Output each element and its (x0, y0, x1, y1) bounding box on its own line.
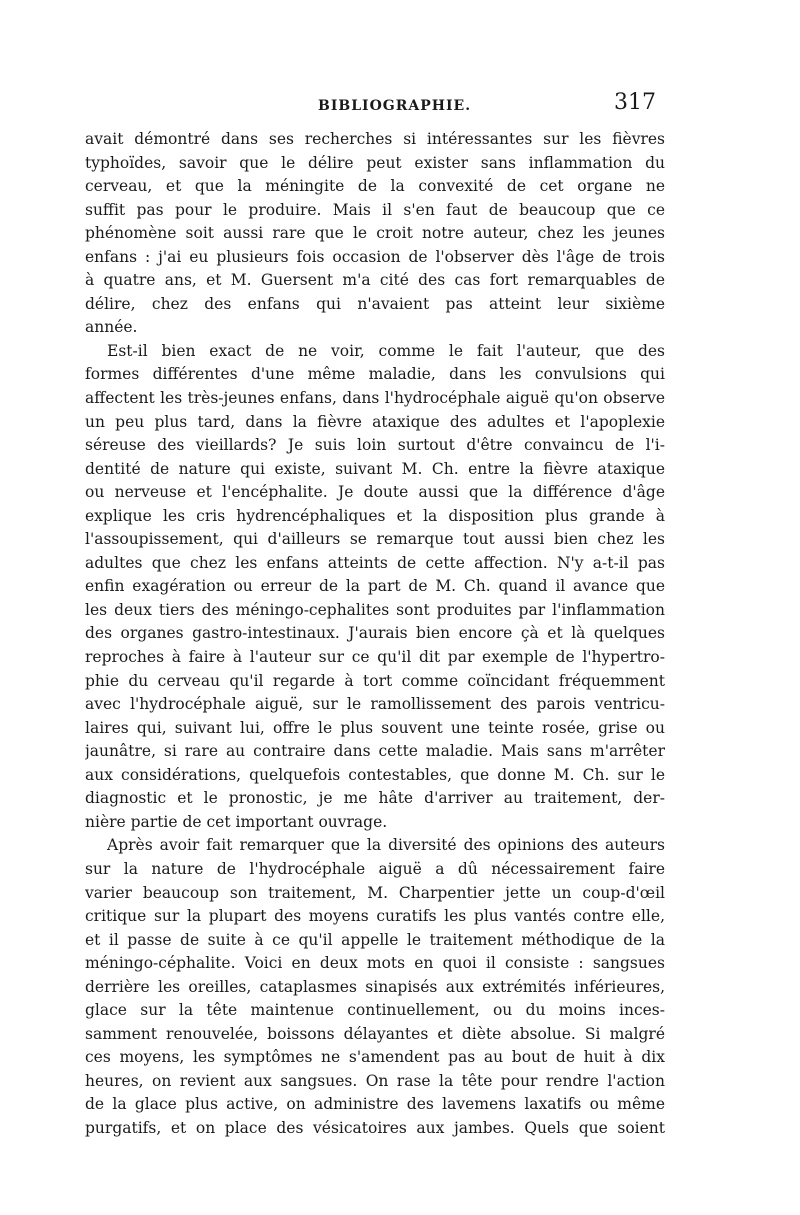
text-line: phie du cerveau qu'il regarde à tort comme coïncidant fréquemment (85, 671, 665, 690)
text-line: glace sur la tête maintenue continuellement, ou du moins inces- (85, 1001, 665, 1020)
text-line: les deux tiers des méningo-cephalites sont produites par l'inflammation (85, 600, 665, 619)
text-line: varier beaucoup son traitement, M. Charpentier jette un coup-d'œil (85, 883, 665, 902)
page-number: 317 (614, 90, 656, 115)
text-line: diagnostic et le pronostic, je me hâte d'arriver au traitement, der- (85, 789, 665, 808)
text-line: typhoïdes, savoir que le délire peut exister sans inflammation du (85, 153, 665, 172)
text-line: purgatifs, et on place des vésicatoires aux jambes. Quels que soient (85, 1118, 665, 1137)
text-line: reproches à faire à l'auteur sur ce qu'il dit par exemple de l'hypertro- (85, 648, 665, 667)
text-line: année. (85, 318, 138, 337)
page-header (0, 90, 800, 120)
running-head: BIBLIOGRAPHIE. (318, 98, 472, 114)
text-line: phénomène soit aussi rare que le croit notre auteur, chez les jeunes (85, 224, 665, 243)
text-line: adultes que chez les enfans atteints de cette affection. N'y a-t-il pas (85, 553, 665, 572)
text-line: à quatre ans, et M. Guersent m'a cité des cas fort remarquables de (85, 271, 665, 290)
text-line: affectent les très-jeunes enfans, dans l'hydrocéphale aiguë qu'on observe (85, 389, 665, 408)
text-line: ou nerveuse et l'encéphalite. Je doute aussi que la différence d'âge (85, 483, 665, 502)
text-line: nière partie de cet important ouvrage. (85, 812, 388, 831)
text-line: ces moyens, les symptômes ne s'amendent pas au bout de huit à dix (85, 1048, 665, 1067)
text-line: cerveau, et que la méningite de la convexité de cet organe ne (85, 177, 665, 196)
body-text (85, 128, 665, 1141)
text-line: Est-il bien exact de ne voir, comme le fait l'auteur, que des (107, 341, 665, 360)
text-line: critique sur la plupart des moyens curatifs les plus vantés contre elle, (85, 907, 665, 926)
text-line: délire, chez des enfans qui n'avaient pas atteint leur sixième (85, 294, 665, 313)
text-line: enfans : j'ai eu plusieurs fois occasion de l'observer dès l'âge de trois (85, 247, 665, 266)
text-line: l'assoupissement, qui d'ailleurs se remarque tout aussi bien chez les (85, 530, 665, 549)
text-line: méningo-céphalite. Voici en deux mots en quoi il consiste : sangsues (85, 954, 665, 973)
text-line: un peu plus tard, dans la fièvre ataxique des adultes et l'apoplexie (85, 412, 665, 431)
text-line: de la glace plus active, on administre des lavemens laxatifs ou même (85, 1095, 665, 1114)
text-line: enfin exagération ou erreur de la part de M. Ch. quand il avance que (85, 577, 665, 596)
text-line: jaunâtre, si rare au contraire dans cette maladie. Mais sans m'arrêter (85, 742, 665, 761)
text-line: heures, on revient aux sangsues. On rase la tête pour rendre l'action (85, 1071, 665, 1090)
text-line: aux considérations, quelquefois contestables, que donne M. Ch. sur le (85, 765, 665, 784)
text-line: dentité de nature qui existe, suivant M. Ch. entre la fièvre ataxique (85, 459, 665, 478)
text-line: explique les cris hydrencéphaliques et la disposition plus grande à (85, 506, 665, 525)
text-line: et il passe de suite à ce qu'il appelle le traitement méthodique de la (85, 930, 665, 949)
text-line: formes différentes d'une même maladie, dans les convulsions qui (85, 365, 665, 384)
text-line: derrière les oreilles, cataplasmes sinapisés aux extrémités inférieures, (85, 977, 665, 996)
text-line: séreuse des vieillards? Je suis loin surtout d'être convaincu de l'i- (85, 436, 665, 455)
text-line: avec l'hydrocéphale aiguë, sur le ramollissement des parois ventricu- (85, 695, 665, 714)
text-line: laires qui, suivant lui, offre le plus souvent une teinte rosée, grise ou (85, 718, 665, 737)
text-line: samment renouvelée, boissons délayantes et diète absolue. Si malgré (85, 1024, 665, 1043)
text-line: suffit pas pour le produire. Mais il s'en faut de beaucoup que ce (85, 200, 665, 219)
text-line: des organes gastro-intestinaux. J'aurais bien encore çà et là quelques (85, 624, 665, 643)
text-line: sur la nature de l'hydrocéphale aiguë a dû nécessairement faire (85, 859, 665, 878)
text-line: Après avoir fait remarquer que la diversité des opinions des auteurs (107, 836, 665, 855)
text-line: avait démontré dans ses recherches si intéressantes sur les fièvres (85, 130, 665, 148)
